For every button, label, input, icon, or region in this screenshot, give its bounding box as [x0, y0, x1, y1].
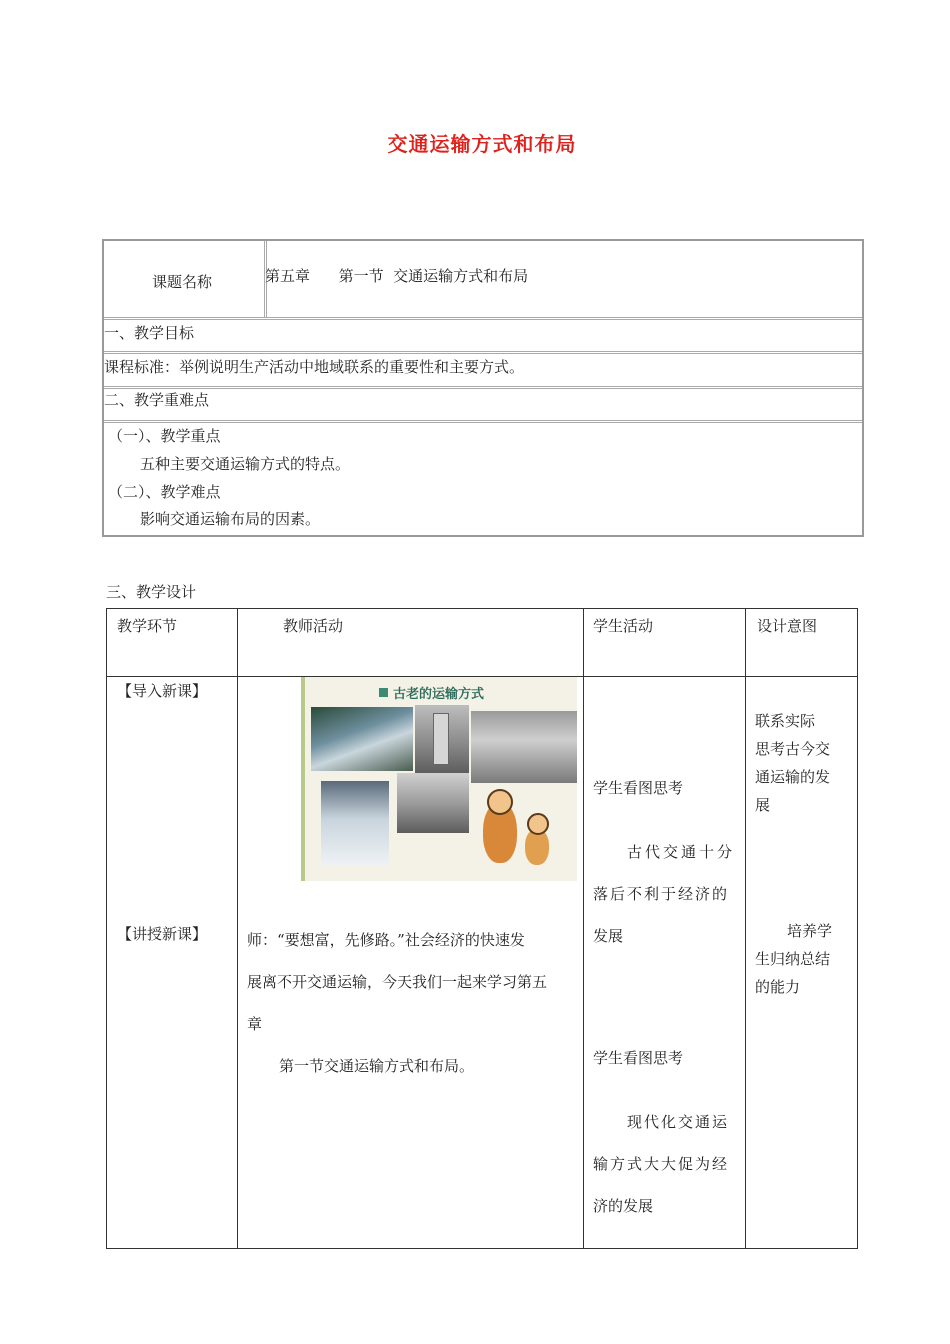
teacher-line-1: 师：“要想富，先修路。”社会经济的快速发: [247, 931, 525, 949]
hard-point: 影响交通运输布局的因素。: [140, 510, 321, 528]
dog-sled-photo: [321, 781, 389, 865]
student-activity-3: 学生看图思考: [593, 1049, 684, 1067]
caption-square-icon: [379, 688, 388, 697]
cartoon-child-head-icon: [527, 813, 549, 835]
intent-2-line-1: 培养学: [787, 922, 833, 940]
intent-1-line-2: 思考古今交: [755, 740, 831, 758]
sail-icon: [433, 713, 449, 765]
collage-caption: 古老的运输方式: [393, 687, 485, 702]
teacher-line-3: 章: [247, 1015, 263, 1033]
topic-label: 课题名称: [152, 273, 213, 291]
header-student: 学生活动: [593, 617, 654, 635]
teaching-design-table: [106, 608, 858, 1249]
goal-row: [104, 318, 862, 354]
header-intent: 设计意图: [757, 617, 818, 635]
lesson-info-table: [102, 239, 864, 537]
intent-2: [755, 917, 832, 1001]
key-point: 五种主要交通运输方式的特点。: [140, 455, 351, 473]
student-activity-4: [593, 1101, 739, 1227]
teacher-line-2: 展离不开交通运输，今天我们一起来学习第五: [247, 973, 548, 991]
header-teacher: 教师活动: [283, 617, 344, 635]
key-heading: （一）、教学重点: [108, 427, 221, 445]
col-divider-3: [745, 609, 746, 1248]
student-4-line-3: 济的发展: [593, 1197, 654, 1215]
river-boat-photo: [397, 773, 469, 833]
topic-value: 第五章 第一节 交通运输方式和布局: [265, 267, 529, 285]
intent-1-line-1: 联系实际: [755, 712, 816, 730]
curriculum-standard: 课程标准：举例说明生产活动中地域联系的重要性和主要方式。: [104, 358, 525, 376]
col-divider-2: [583, 609, 584, 1248]
student-activity-1: 学生看图思考: [593, 779, 684, 797]
difficulty-row: [104, 387, 862, 423]
intent-2-line-3: 的能力: [755, 978, 801, 996]
intent-1-line-3: 通运输的发: [755, 768, 831, 786]
intent-1: [755, 707, 830, 819]
student-2-line-3: 发展: [593, 927, 624, 945]
standard-row: [104, 352, 862, 389]
stage-intro: 【导入新课】: [117, 682, 208, 700]
cart-road-photo: [471, 711, 577, 783]
teacher-activity: [247, 919, 547, 1087]
document-title: 交通运输方式和布局: [387, 132, 577, 156]
raft-photo: [311, 707, 413, 771]
topic-row: [104, 241, 862, 320]
intent-2-line-2: 生归纳总结: [755, 950, 831, 968]
difficulty-heading: 二、教学重难点: [104, 391, 210, 409]
teacher-line-4: 第一节交通运输方式和布局。: [279, 1057, 475, 1075]
ancient-transport-collage: [301, 677, 577, 881]
cartoon-adult-head-icon: [487, 789, 513, 815]
intent-1-line-4: 展: [755, 796, 771, 814]
header-stage: 教学环节: [117, 617, 178, 635]
student-2-line-1: 古代交通十分: [627, 843, 736, 861]
design-heading: 三、教学设计: [106, 583, 197, 601]
goal-heading: 一、教学目标: [104, 324, 195, 342]
col-divider-1: [237, 609, 238, 1248]
stage-lecture: 【讲授新课】: [117, 925, 208, 943]
student-4-line-2: 输方式大大促为经: [593, 1155, 730, 1173]
student-2-line-2: 落后不利于经济的: [593, 885, 730, 903]
student-4-line-1: 现代化交通运: [627, 1113, 730, 1131]
sailboat-photo: [415, 705, 469, 775]
cartoon-figures: [475, 785, 565, 871]
hard-heading: （二）、教学难点: [108, 483, 221, 501]
student-activity-2: [593, 831, 739, 957]
